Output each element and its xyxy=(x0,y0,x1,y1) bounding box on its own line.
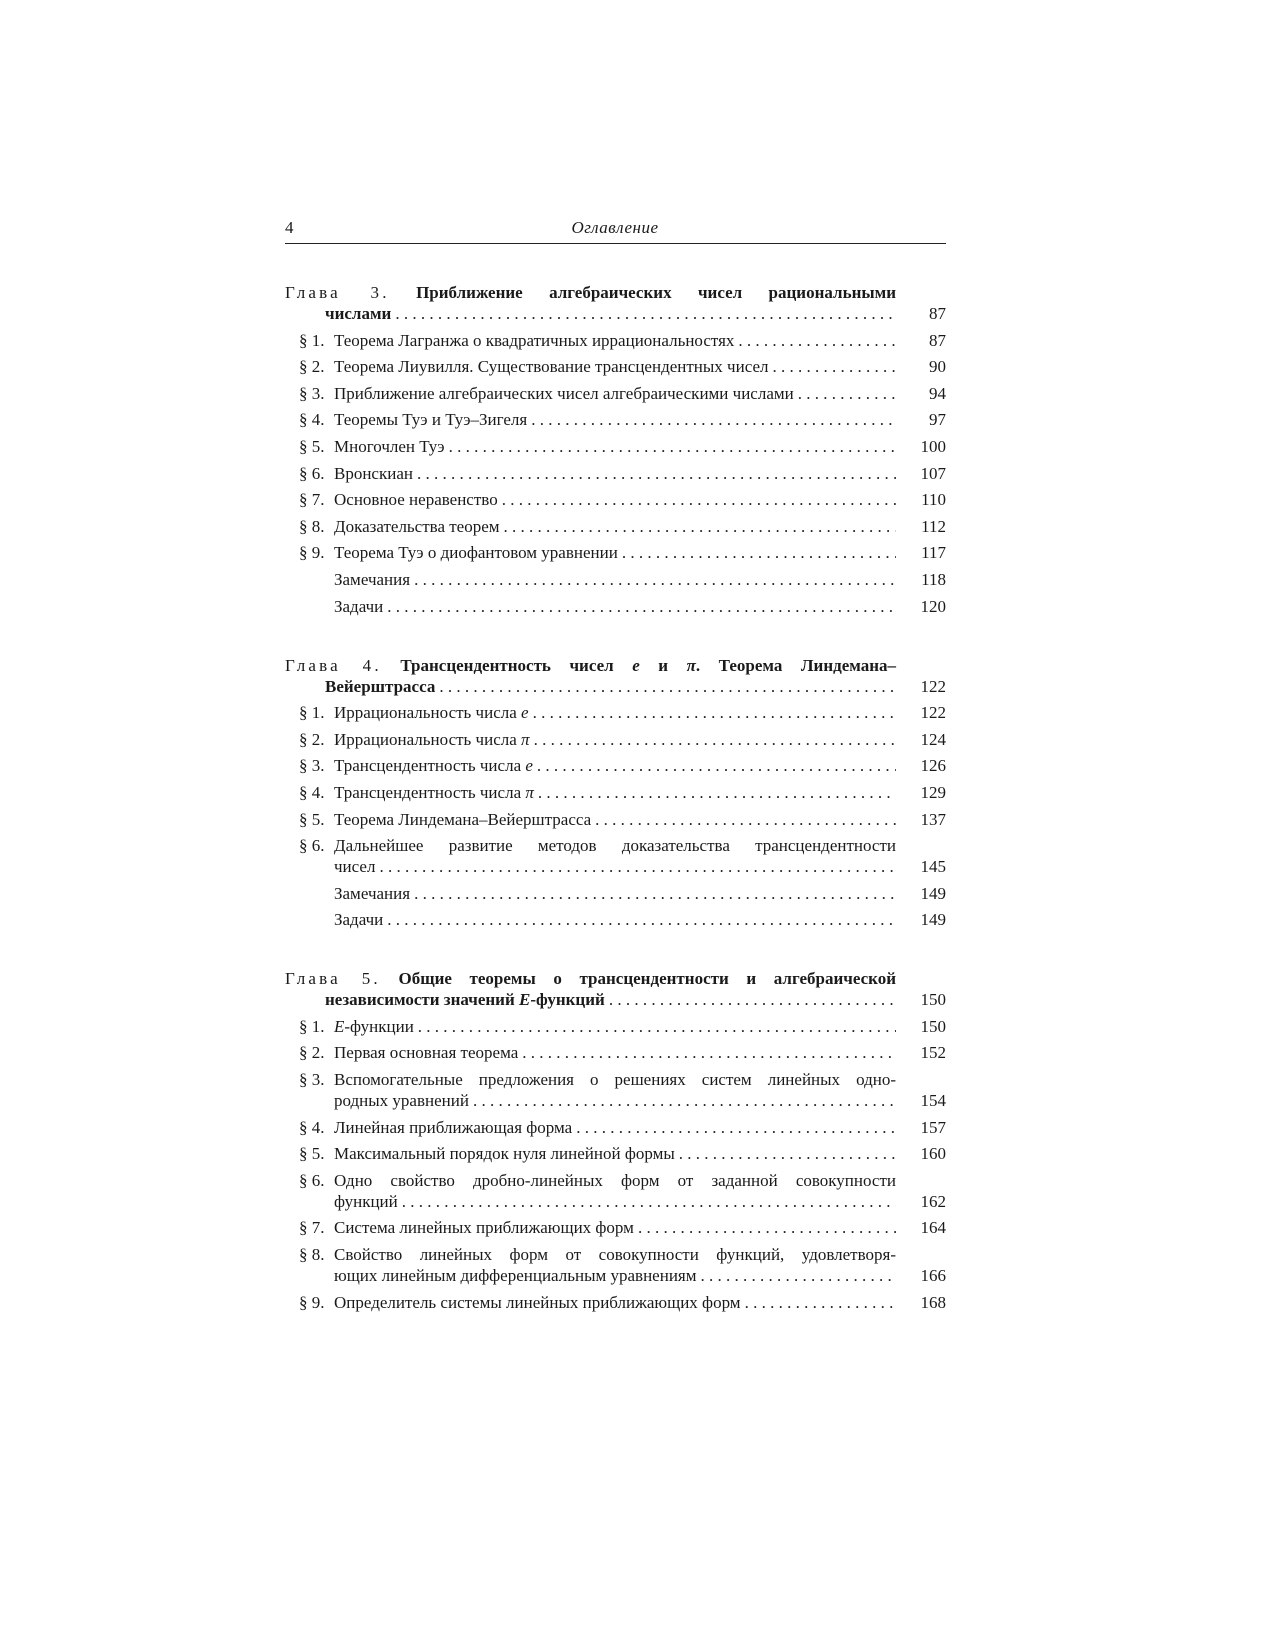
section-entry[interactable] xyxy=(285,1217,946,1238)
section-number: § 1. xyxy=(299,1016,325,1036)
section-title: Теорема Туэ о диофантовом уравнении xyxy=(334,543,618,563)
remarks-entry[interactable] xyxy=(285,883,946,904)
section-title: Многочлен Туэ xyxy=(334,436,445,456)
section-number: § 1. xyxy=(299,703,325,723)
chapter-title-and: и xyxy=(658,655,669,675)
page-ref: 112 xyxy=(921,516,946,536)
page-ref: 145 xyxy=(920,857,946,877)
page-ref: 152 xyxy=(920,1043,946,1063)
page-ref: 100 xyxy=(920,436,946,456)
page-ref: 150 xyxy=(920,1016,946,1036)
section-entry[interactable] xyxy=(285,1069,946,1111)
section-entry[interactable] xyxy=(285,436,946,457)
section-entry[interactable] xyxy=(285,729,946,750)
section-number: § 3. xyxy=(299,1070,325,1090)
leader-dots xyxy=(402,1191,896,1212)
leader-dots xyxy=(538,782,896,803)
leader-dots xyxy=(418,1016,896,1037)
extra-title: Замечания xyxy=(334,569,411,589)
section-entry[interactable] xyxy=(285,755,946,776)
leader-dots xyxy=(414,883,896,904)
section-title: Основное неравенство xyxy=(334,490,498,510)
leader-dots xyxy=(504,516,896,537)
section-title-cont: родных уравнений xyxy=(334,1091,469,1111)
section-entry[interactable] xyxy=(285,1244,946,1286)
section-title: Трансцендентность числа xyxy=(334,756,522,776)
page-ref: 90 xyxy=(929,357,946,377)
leader-dots xyxy=(773,356,897,377)
page-ref: 149 xyxy=(920,883,946,903)
section-title: Теорема Линдемана–Вейерштрасса xyxy=(334,809,592,829)
math-e: e xyxy=(521,703,529,723)
section-entry[interactable] xyxy=(285,409,946,430)
page-number: 4 xyxy=(285,218,294,237)
section-entry[interactable] xyxy=(285,383,946,404)
section-title: Доказательства теорем xyxy=(334,516,500,536)
leader-dots xyxy=(576,1117,896,1138)
leader-dots xyxy=(537,755,896,776)
section-title: Трансцендентность числа xyxy=(334,782,522,802)
chapter-label: Глава 3. xyxy=(285,283,390,302)
leader-dots xyxy=(531,409,896,430)
extra-title: Задачи xyxy=(334,596,384,616)
page-ref: 87 xyxy=(929,304,946,323)
section-entry[interactable] xyxy=(285,1117,946,1138)
section-entry[interactable] xyxy=(285,782,946,803)
extra-title: Замечания xyxy=(334,883,411,903)
section-title-cont: ющих линейным дифференциальным уравнениям xyxy=(334,1266,697,1286)
chapter-5 xyxy=(285,968,946,1312)
section-number: § 3. xyxy=(299,756,325,776)
chapter-heading[interactable] xyxy=(285,655,946,697)
running-title: Оглавление xyxy=(571,218,659,237)
math-E: E xyxy=(519,990,531,1010)
extra-title: Задачи xyxy=(334,910,384,930)
page-ref: 122 xyxy=(920,703,946,723)
leader-dots xyxy=(414,569,896,590)
page-ref: 150 xyxy=(920,990,946,1010)
page-ref: 117 xyxy=(921,543,946,563)
page-ref: 120 xyxy=(920,596,946,616)
leader-dots xyxy=(449,436,896,457)
page-ref: 157 xyxy=(920,1117,946,1137)
page-ref: 110 xyxy=(921,490,946,510)
chapter-3 xyxy=(285,282,946,617)
section-title: Одно свойство дробно-линейных форм от заданной совокупности xyxy=(334,1170,896,1190)
section-number: § 7. xyxy=(299,1218,325,1238)
leader-dots xyxy=(522,1042,896,1063)
section-number: § 5. xyxy=(299,436,325,456)
leader-dots xyxy=(701,1265,897,1286)
leader-dots xyxy=(387,596,896,617)
section-number: § 5. xyxy=(299,1144,325,1164)
header-rule xyxy=(285,243,946,244)
chapter-title-part: Трансцендентность чисел xyxy=(400,655,614,675)
chapter-label: Глава 4. xyxy=(285,655,382,675)
page-ref: 97 xyxy=(929,410,946,430)
section-number: § 3. xyxy=(299,383,325,403)
section-number: § 5. xyxy=(299,809,325,829)
page-ref: 94 xyxy=(929,383,946,403)
problems-entry[interactable] xyxy=(285,909,946,930)
leader-dots xyxy=(439,676,896,697)
chapter-4 xyxy=(285,655,946,931)
page-ref: 122 xyxy=(920,676,946,696)
remarks-entry[interactable] xyxy=(285,569,946,590)
section-number: § 6. xyxy=(299,836,325,856)
page-ref: 154 xyxy=(920,1091,946,1111)
section-entry[interactable] xyxy=(285,702,946,723)
section-title: Система линейных приближающих форм xyxy=(334,1218,634,1238)
section-number: § 7. xyxy=(299,490,325,510)
page-ref: 107 xyxy=(920,463,946,483)
leader-dots xyxy=(395,303,896,324)
leader-dots xyxy=(417,463,896,484)
problems-entry[interactable] xyxy=(285,596,946,617)
chapter-title: Приближение алгебраических чисел рациональными xyxy=(416,283,897,302)
section-entry[interactable] xyxy=(285,1170,946,1212)
math-e: e xyxy=(525,756,533,776)
section-title: Первая основная теорема xyxy=(334,1043,519,1063)
leader-dots xyxy=(745,1292,896,1313)
page-ref: 87 xyxy=(929,330,946,350)
section-title: Теорема Лиувилля. Существование трансцендентных чисел xyxy=(334,357,769,377)
section-number: § 4. xyxy=(299,782,325,802)
leader-dots xyxy=(638,1217,896,1238)
page-ref: 164 xyxy=(920,1218,946,1238)
chapter-title-cont: Вейерштрасса xyxy=(325,676,436,696)
leader-dots xyxy=(387,909,896,930)
chapter-title-part: независимости значений xyxy=(325,990,515,1010)
chapter-title-cont xyxy=(325,989,605,1010)
section-title: Вспомогательные предложения о решениях систем линейных одно- xyxy=(334,1070,896,1090)
page-ref: 168 xyxy=(920,1292,946,1312)
math-E: E xyxy=(334,1016,345,1036)
section-number: § 4. xyxy=(299,410,325,430)
section-entry[interactable] xyxy=(285,489,946,510)
chapter-title-part: . Теорема Линдемана– xyxy=(695,655,897,675)
section-number: § 2. xyxy=(299,729,325,749)
math-pi: π xyxy=(521,729,530,749)
section-title: Определитель системы линейных приближающих форм xyxy=(334,1292,741,1312)
section-number: § 9. xyxy=(299,543,325,563)
section-number: § 2. xyxy=(299,357,325,377)
section-entry[interactable] xyxy=(285,356,946,377)
math-pi: π xyxy=(525,782,534,802)
section-entry[interactable] xyxy=(285,1143,946,1164)
page-ref: 160 xyxy=(920,1144,946,1164)
leader-dots xyxy=(798,383,896,404)
leader-dots xyxy=(609,989,896,1010)
section-title: Теоремы Туэ и Туэ–Зигеля xyxy=(334,410,528,430)
section-entry[interactable] xyxy=(285,809,946,830)
chapter-title-cont: числами xyxy=(325,304,392,323)
section-entry[interactable] xyxy=(285,835,946,877)
section-title: Теорема Лагранжа о квадратичных иррациональностях xyxy=(334,330,735,350)
section-entry[interactable] xyxy=(285,1042,946,1063)
leader-dots xyxy=(595,809,896,830)
section-entry[interactable] xyxy=(285,516,946,537)
section-title: Приближение алгебраических чисел алгебраическими числами xyxy=(334,383,794,403)
chapter-title-part: -функций xyxy=(530,990,605,1010)
chapter-title: Общие теоремы о трансцендентности и алгебраической xyxy=(398,969,896,989)
leader-dots xyxy=(622,542,896,563)
section-number: § 9. xyxy=(299,1292,325,1312)
leader-dots xyxy=(533,702,896,723)
chapter-title xyxy=(400,656,896,675)
leader-dots xyxy=(534,729,896,750)
section-title: -функции xyxy=(344,1016,414,1036)
section-number: § 6. xyxy=(299,1170,325,1190)
section-title: Свойство линейных форм от совокупности функций, удовлетворя- xyxy=(334,1245,896,1265)
section-entry[interactable] xyxy=(285,1016,946,1037)
section-entry[interactable] xyxy=(285,542,946,563)
chapter-label: Глава 5. xyxy=(285,969,381,989)
section-title: Иррациональность числа xyxy=(334,729,517,749)
section-number: § 2. xyxy=(299,1043,325,1063)
section-title: Максимальный порядок нуля линейной формы xyxy=(334,1144,675,1164)
section-title-cont: чисел xyxy=(334,857,376,877)
leader-dots xyxy=(379,856,896,877)
section-number: § 8. xyxy=(299,1245,325,1265)
chapter-heading[interactable] xyxy=(285,282,946,324)
section-entry[interactable] xyxy=(285,463,946,484)
leader-dots xyxy=(502,489,896,510)
math-pi: π xyxy=(686,655,696,675)
leader-dots xyxy=(738,330,896,351)
page-ref: 137 xyxy=(920,809,946,829)
leader-dots xyxy=(679,1143,896,1164)
page-ref: 126 xyxy=(920,756,946,776)
page-ref: 124 xyxy=(920,729,946,749)
section-title: Дальнейшее развитие методов доказательства трансцендентности xyxy=(334,836,896,856)
section-number: § 4. xyxy=(299,1117,325,1137)
section-title: Вронскиан xyxy=(334,463,413,483)
section-number: § 8. xyxy=(299,516,325,536)
section-number: § 6. xyxy=(299,463,325,483)
chapter-heading[interactable] xyxy=(285,968,946,1010)
page-ref: 149 xyxy=(920,910,946,930)
page-ref: 118 xyxy=(921,569,946,589)
leader-dots xyxy=(473,1090,896,1111)
page-ref: 129 xyxy=(920,782,946,802)
table-of-contents xyxy=(285,282,946,1351)
section-number: § 1. xyxy=(299,330,325,350)
math-e: e xyxy=(632,655,640,675)
section-title: Иррациональность числа xyxy=(334,703,517,723)
section-title-cont: функций xyxy=(334,1191,398,1211)
page-ref: 166 xyxy=(920,1266,946,1286)
page-ref: 162 xyxy=(920,1191,946,1211)
running-head xyxy=(285,218,945,242)
section-entry[interactable] xyxy=(285,1292,946,1313)
section-title: Линейная приближающая форма xyxy=(334,1117,573,1137)
section-entry[interactable] xyxy=(285,330,946,351)
